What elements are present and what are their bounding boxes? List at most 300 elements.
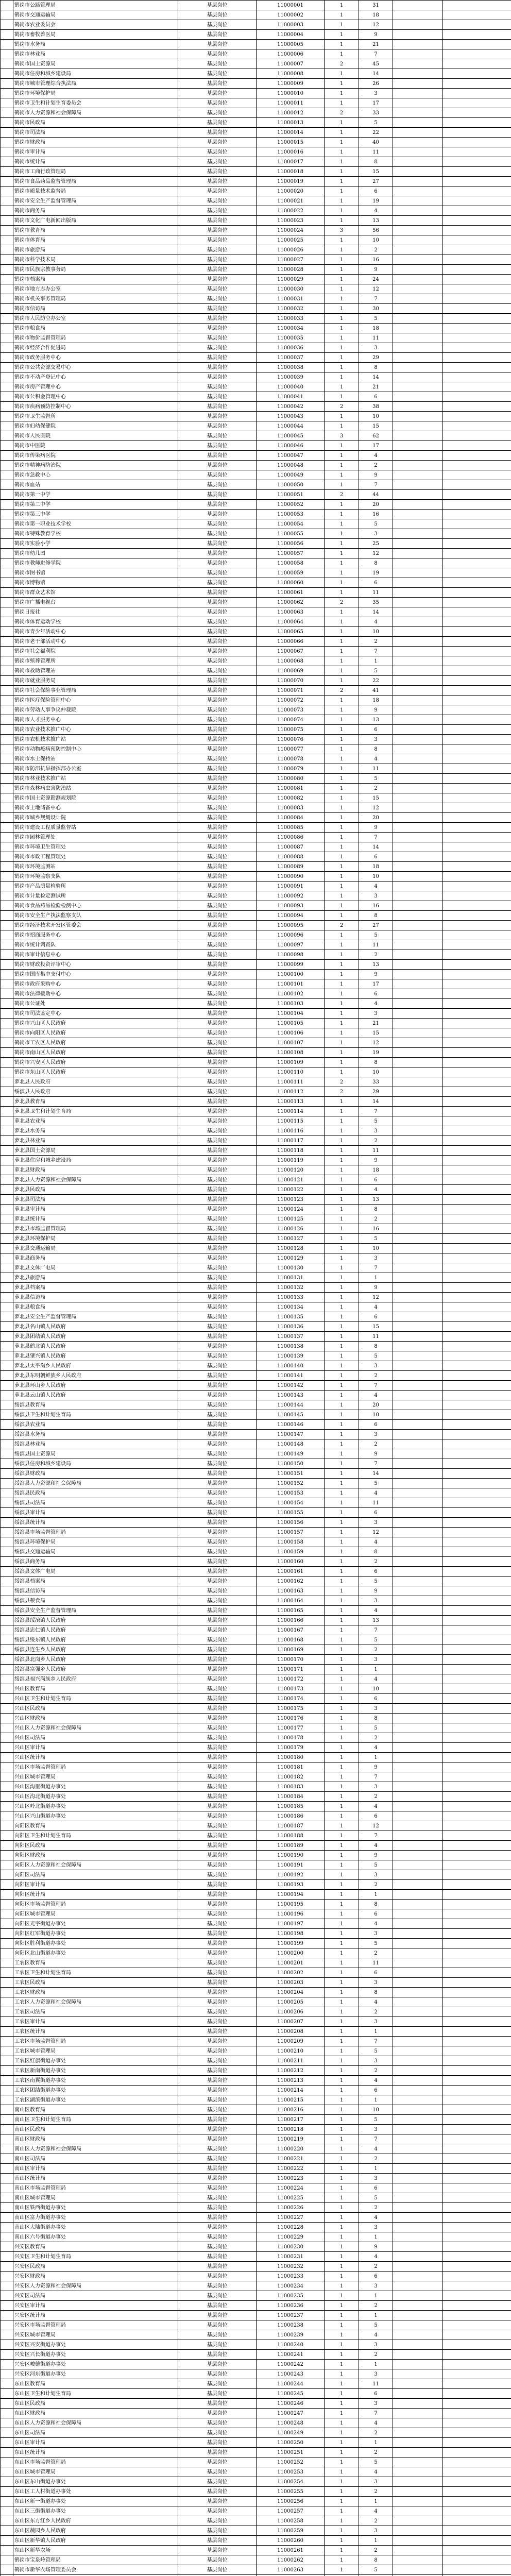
table-row: [1, 1371, 511, 1381]
cell-position: 基层岗位: [178, 666, 257, 676]
cell-index: [1, 2506, 13, 2516]
cell-code: 11000014: [257, 128, 325, 138]
cell-department: 绥滨县环境保护局: [13, 1537, 178, 1547]
cell-index: [1, 1606, 13, 1616]
cell-applicants: 11: [359, 1958, 393, 1968]
table-row: [1, 882, 511, 891]
cell-hiring-count: 1: [325, 1019, 359, 1028]
cell-applicants: 3: [359, 735, 393, 744]
cell-position: 基层岗位: [178, 363, 257, 372]
cell-position: 基层岗位: [178, 1107, 257, 1116]
cell-extra-1: [393, 275, 443, 284]
cell-hiring-count: 1: [325, 2516, 359, 2526]
cell-extra-1: [393, 627, 443, 637]
cell-index: [1, 930, 13, 940]
cell-applicants: 2: [359, 2007, 393, 2017]
cell-code: 11000166: [257, 1616, 325, 1625]
cell-applicants: 35: [359, 598, 393, 607]
cell-hiring-count: 1: [325, 519, 359, 529]
cell-position: 基层岗位: [178, 774, 257, 784]
cell-applicants: 33: [359, 108, 393, 118]
cell-extra-1: [393, 363, 443, 372]
cell-extra-1: [393, 206, 443, 216]
cell-applicants: 15: [359, 1028, 393, 1038]
cell-department: 工农区教育局: [13, 1958, 178, 1968]
cell-code: 11000189: [257, 1841, 325, 1851]
cell-extra-1: [393, 1097, 443, 1107]
cell-extra-1: [393, 1126, 443, 1136]
table-row: [1, 216, 511, 226]
table-row: [1, 226, 511, 235]
cell-extra-1: [393, 1195, 443, 1205]
cell-applicants: 11: [359, 1146, 393, 1156]
cell-applicants: 19: [359, 196, 393, 206]
cell-department: 鹤岗市广播电视台: [13, 598, 178, 607]
cell-index: [1, 666, 13, 676]
cell-index: [1, 1156, 13, 1165]
cell-code: 11000088: [257, 852, 325, 862]
cell-index: [1, 30, 13, 40]
table-row: [1, 372, 511, 382]
cell-applicants: 2: [359, 1948, 393, 1958]
cell-applicants: 6: [359, 1508, 393, 1518]
cell-extra-2: [443, 2360, 511, 2369]
table-row: [1, 2320, 511, 2330]
cell-code: 11000229: [257, 2232, 325, 2242]
cell-department: 萝北县审计局: [13, 1205, 178, 1214]
cell-extra-2: [443, 2487, 511, 2497]
table-row: [1, 2125, 511, 2134]
cell-hiring-count: 1: [325, 1997, 359, 2007]
cell-hiring-count: 1: [325, 2134, 359, 2144]
table-row: [1, 960, 511, 970]
cell-applicants: 2: [359, 1371, 393, 1381]
cell-hiring-count: 1: [325, 744, 359, 754]
cell-hiring-count: 1: [325, 1900, 359, 1909]
cell-hiring-count: 1: [325, 451, 359, 461]
cell-position: 基层岗位: [178, 1430, 257, 1439]
cell-applicants: 1: [359, 2291, 393, 2301]
cell-position: 基层岗位: [178, 1136, 257, 1146]
cell-extra-2: [443, 2272, 511, 2281]
cell-extra-2: [443, 167, 511, 177]
cell-hiring-count: 1: [325, 294, 359, 304]
cell-extra-2: [443, 2546, 511, 2555]
cell-code: 11000032: [257, 304, 325, 314]
cell-index: [1, 1616, 13, 1625]
table-row: [1, 1665, 511, 1674]
cell-hiring-count: 1: [325, 2007, 359, 2017]
cell-hiring-count: 1: [325, 1009, 359, 1019]
cell-applicants: 13: [359, 1195, 393, 1205]
cell-applicants: 41: [359, 686, 393, 696]
cell-hiring-count: 1: [325, 314, 359, 324]
cell-hiring-count: 1: [325, 275, 359, 284]
cell-extra-2: [443, 2174, 511, 2183]
cell-code: 11000255: [257, 2487, 325, 2497]
cell-index: [1, 2389, 13, 2399]
cell-code: 11000030: [257, 284, 325, 294]
cell-extra-2: [443, 1273, 511, 1283]
cell-hiring-count: 1: [325, 1890, 359, 1900]
cell-index: [1, 588, 13, 598]
cell-index: [1, 206, 13, 216]
cell-code: 11000144: [257, 1400, 325, 1410]
cell-index: [1, 1635, 13, 1645]
cell-applicants: 4: [359, 1537, 393, 1547]
cell-hiring-count: 1: [325, 1811, 359, 1821]
cell-extra-2: [443, 20, 511, 30]
cell-position: 基层岗位: [178, 187, 257, 196]
cell-department: 萝北县云山镇人民政府: [13, 1391, 178, 1400]
cell-index: [1, 1684, 13, 1694]
cell-index: [1, 382, 13, 392]
cell-extra-1: [393, 1009, 443, 1019]
cell-extra-1: [393, 803, 443, 813]
table-row: [1, 1175, 511, 1185]
cell-extra-2: [443, 1968, 511, 1978]
cell-department: 向阳区财政局: [13, 1851, 178, 1860]
cell-department: 鹤岗市南山区人民政府: [13, 1048, 178, 1058]
table-row: [1, 1870, 511, 1880]
cell-hiring-count: 1: [325, 79, 359, 89]
table-row: [1, 79, 511, 89]
cell-index: [1, 2164, 13, 2174]
table-row: [1, 950, 511, 960]
table-row: [1, 2046, 511, 2056]
cell-applicants: 13: [359, 216, 393, 226]
cell-hiring-count: 2: [325, 921, 359, 930]
cell-position: 基层岗位: [178, 833, 257, 842]
cell-code: 11000093: [257, 901, 325, 911]
cell-hiring-count: 1: [325, 1586, 359, 1596]
cell-index: [1, 2487, 13, 2497]
cell-applicants: 15: [359, 1322, 393, 1332]
cell-position: 基层岗位: [178, 598, 257, 607]
cell-index: [1, 578, 13, 588]
cell-position: 基层岗位: [178, 891, 257, 901]
cell-code: 11000001: [257, 1, 325, 10]
cell-position: 基层岗位: [178, 1185, 257, 1195]
cell-extra-2: [443, 500, 511, 510]
cell-position: 基层岗位: [178, 470, 257, 480]
cell-position: 基层岗位: [178, 412, 257, 421]
cell-extra-2: [443, 921, 511, 930]
cell-index: [1, 2516, 13, 2526]
cell-department: 工农区卫生和计划生育局: [13, 1968, 178, 1978]
cell-extra-2: [443, 157, 511, 167]
cell-extra-1: [393, 2360, 443, 2369]
cell-extra-2: [443, 1625, 511, 1635]
cell-position: 基层岗位: [178, 911, 257, 921]
cell-extra-2: [443, 2555, 511, 2565]
cell-applicants: 13: [359, 1616, 393, 1625]
cell-extra-1: [393, 686, 443, 696]
cell-code: 11000143: [257, 1391, 325, 1400]
table-row: [1, 1400, 511, 1410]
cell-hiring-count: 1: [325, 470, 359, 480]
table-row: [1, 1322, 511, 1332]
cell-index: [1, 2183, 13, 2193]
cell-department: 绥滨县绥滨镇人民政府: [13, 1616, 178, 1625]
cell-hiring-count: 1: [325, 2379, 359, 2389]
table-row: [1, 1508, 511, 1518]
table-row: [1, 2497, 511, 2506]
cell-index: [1, 960, 13, 970]
cell-position: 基层岗位: [178, 49, 257, 59]
cell-extra-1: [393, 1704, 443, 1714]
cell-code: 11000232: [257, 2262, 325, 2272]
cell-applicants: 6: [359, 1420, 393, 1430]
cell-hiring-count: 2: [325, 59, 359, 69]
cell-position: 基层岗位: [178, 1586, 257, 1596]
cell-extra-1: [393, 1400, 443, 1410]
cell-extra-2: [443, 480, 511, 490]
cell-hiring-count: 2: [325, 490, 359, 500]
table-row: [1, 1811, 511, 1821]
cell-index: [1, 1097, 13, 1107]
cell-extra-1: [393, 1988, 443, 1997]
cell-department: 鹤岗市地方志办公室: [13, 284, 178, 294]
cell-index: [1, 1958, 13, 1968]
cell-extra-2: [443, 2458, 511, 2467]
cell-applicants: 7: [359, 1772, 393, 1782]
table-row: [1, 1547, 511, 1557]
table-row: [1, 784, 511, 793]
cell-hiring-count: 1: [325, 1479, 359, 1488]
cell-extra-2: [443, 1214, 511, 1224]
cell-hiring-count: 1: [325, 1175, 359, 1185]
cell-position: 基层岗位: [178, 1420, 257, 1430]
cell-position: 基层岗位: [178, 617, 257, 627]
table-row: [1, 2203, 511, 2213]
cell-extra-2: [443, 2369, 511, 2379]
cell-code: 11000042: [257, 402, 325, 412]
cell-extra-1: [393, 1508, 443, 1518]
table-row: [1, 725, 511, 735]
cell-applicants: 4: [359, 1919, 393, 1929]
cell-position: 基层岗位: [178, 1518, 257, 1528]
cell-applicants: 11: [359, 1332, 393, 1342]
cell-hiring-count: 1: [325, 1067, 359, 1077]
table-row: [1, 1293, 511, 1302]
table-row: [1, 1772, 511, 1782]
cell-code: 11000063: [257, 607, 325, 617]
cell-code: 11000168: [257, 1635, 325, 1645]
cell-extra-1: [393, 216, 443, 226]
cell-applicants: 4: [359, 2418, 393, 2428]
cell-applicants: 8: [359, 911, 393, 921]
cell-department: 鹤岗市教育局: [13, 226, 178, 235]
cell-code: 11000120: [257, 1165, 325, 1175]
cell-hiring-count: 1: [325, 1743, 359, 1753]
cell-index: [1, 1625, 13, 1635]
cell-extra-2: [443, 402, 511, 412]
cell-hiring-count: 1: [325, 1048, 359, 1058]
cell-hiring-count: 1: [325, 2320, 359, 2330]
cell-position: 基层岗位: [178, 1, 257, 10]
cell-code: 11000101: [257, 979, 325, 989]
cell-extra-2: [443, 2526, 511, 2536]
cell-position: 基层岗位: [178, 1322, 257, 1332]
cell-hiring-count: 1: [325, 842, 359, 852]
table-row: [1, 2115, 511, 2125]
table-row: [1, 1126, 511, 1136]
cell-hiring-count: 1: [325, 1919, 359, 1929]
cell-extra-2: [443, 392, 511, 402]
cell-hiring-count: 1: [325, 1841, 359, 1851]
cell-applicants: 9: [359, 1586, 393, 1596]
cell-hiring-count: 1: [325, 549, 359, 558]
cell-extra-1: [393, 2555, 443, 2565]
cell-department: 兴山区城市管理局: [13, 1772, 178, 1782]
cell-department: 鹤岗市审计局: [13, 147, 178, 157]
cell-applicants: 14: [359, 607, 393, 617]
cell-hiring-count: 1: [325, 979, 359, 989]
cell-index: [1, 1410, 13, 1420]
cell-extra-2: [443, 363, 511, 372]
cell-extra-1: [393, 705, 443, 715]
cell-department: 萝北县国土资源局: [13, 1146, 178, 1156]
cell-code: 11000100: [257, 970, 325, 979]
cell-index: [1, 2477, 13, 2487]
cell-position: 基层岗位: [178, 960, 257, 970]
cell-index: [1, 1997, 13, 2007]
cell-department: 东山区新一街道办事处: [13, 2497, 178, 2506]
cell-applicants: 3: [359, 2223, 393, 2232]
cell-index: [1, 2203, 13, 2213]
cell-position: 基层岗位: [178, 1038, 257, 1048]
cell-extra-1: [393, 1273, 443, 1283]
cell-applicants: 3: [359, 2174, 393, 2183]
cell-applicants: 4: [359, 1743, 393, 1753]
cell-position: 基层岗位: [178, 754, 257, 764]
cell-applicants: 3: [359, 2369, 393, 2379]
table-row: [1, 2555, 511, 2565]
cell-department: 鹤岗市防汛抗旱指挥部办公室: [13, 764, 178, 774]
table-row: [1, 1616, 511, 1625]
cell-index: [1, 1821, 13, 1831]
cell-position: 基层岗位: [178, 1762, 257, 1772]
cell-extra-1: [393, 1498, 443, 1508]
cell-position: 基层岗位: [178, 2438, 257, 2448]
cell-extra-1: [393, 2301, 443, 2311]
cell-department: 鹤岗市环境卫生管理处: [13, 842, 178, 852]
cell-extra-1: [393, 852, 443, 862]
cell-hiring-count: 1: [325, 833, 359, 842]
cell-extra-1: [393, 108, 443, 118]
cell-index: [1, 1782, 13, 1792]
cell-department: 兴安区民政局: [13, 2262, 178, 2272]
cell-index: [1, 10, 13, 20]
cell-extra-1: [393, 1802, 443, 1811]
cell-hiring-count: 1: [325, 1136, 359, 1146]
cell-extra-1: [393, 196, 443, 206]
cell-index: [1, 852, 13, 862]
cell-extra-2: [443, 1469, 511, 1479]
cell-position: 基层岗位: [178, 1439, 257, 1449]
cell-extra-1: [393, 2076, 443, 2086]
cell-index: [1, 500, 13, 510]
cell-applicants: 15: [359, 421, 393, 431]
cell-hiring-count: 1: [325, 2027, 359, 2037]
cell-applicants: 2: [359, 2487, 393, 2497]
cell-applicants: 10: [359, 872, 393, 882]
cell-department: 萝北县卫生和计划生育局: [13, 1107, 178, 1116]
cell-hiring-count: 1: [325, 2311, 359, 2320]
cell-department: 绥滨县林业局: [13, 1439, 178, 1449]
table-row: [1, 1097, 511, 1107]
cell-department: 鹤岗市政务服务中心: [13, 353, 178, 363]
cell-hiring-count: 1: [325, 1909, 359, 1919]
cell-department: 鹤岗市交通运输局: [13, 10, 178, 20]
cell-extra-1: [393, 372, 443, 382]
cell-extra-1: [393, 1714, 443, 1723]
cell-index: [1, 1107, 13, 1116]
cell-hiring-count: 1: [325, 265, 359, 275]
cell-index: [1, 1038, 13, 1048]
cell-department: 鹤岗市兴安区人民政府: [13, 1058, 178, 1067]
cell-index: [1, 2301, 13, 2311]
cell-hiring-count: 1: [325, 128, 359, 138]
cell-applicants: 44: [359, 490, 393, 500]
cell-department: 鹤岗市环境监测站: [13, 862, 178, 872]
cell-applicants: 4: [359, 2076, 393, 2086]
cell-department: 鹤岗市急救中心: [13, 470, 178, 480]
cell-hiring-count: 1: [325, 1821, 359, 1831]
cell-applicants: 2: [359, 245, 393, 255]
cell-applicants: 2: [359, 1136, 393, 1146]
cell-index: [1, 2076, 13, 2086]
cell-applicants: 9: [359, 970, 393, 979]
cell-extra-1: [393, 2536, 443, 2546]
cell-hiring-count: 1: [325, 2272, 359, 2281]
cell-department: 鹤岗市公证处: [13, 999, 178, 1009]
cell-position: 基层岗位: [178, 2232, 257, 2242]
cell-code: 11000155: [257, 1508, 325, 1518]
cell-hiring-count: 1: [325, 147, 359, 157]
table-row: [1, 989, 511, 999]
cell-position: 基层岗位: [178, 402, 257, 412]
cell-position: 基层岗位: [178, 226, 257, 235]
cell-applicants: 5: [359, 2193, 393, 2203]
cell-hiring-count: 1: [325, 1635, 359, 1645]
cell-extra-1: [393, 510, 443, 519]
table-row: [1, 1968, 511, 1978]
cell-index: [1, 1909, 13, 1919]
cell-index: [1, 1185, 13, 1195]
cell-code: 11000262: [257, 2555, 325, 2565]
cell-extra-2: [443, 1557, 511, 1567]
cell-applicants: 27: [359, 921, 393, 930]
cell-applicants: 5: [359, 1577, 393, 1586]
cell-position: 基层岗位: [178, 10, 257, 20]
cell-extra-2: [443, 2086, 511, 2095]
cell-position: 基层岗位: [178, 725, 257, 735]
cell-index: [1, 1195, 13, 1205]
cell-department: 鹤岗市审计信息中心: [13, 950, 178, 960]
table-row: [1, 2232, 511, 2242]
cell-index: [1, 98, 13, 108]
cell-extra-2: [443, 2252, 511, 2262]
cell-extra-1: [393, 1116, 443, 1126]
cell-hiring-count: 1: [325, 539, 359, 549]
cell-position: 基层岗位: [178, 1459, 257, 1469]
table-row: [1, 314, 511, 324]
cell-extra-2: [443, 461, 511, 470]
table-row: [1, 40, 511, 49]
cell-position: 基层岗位: [178, 1234, 257, 1244]
